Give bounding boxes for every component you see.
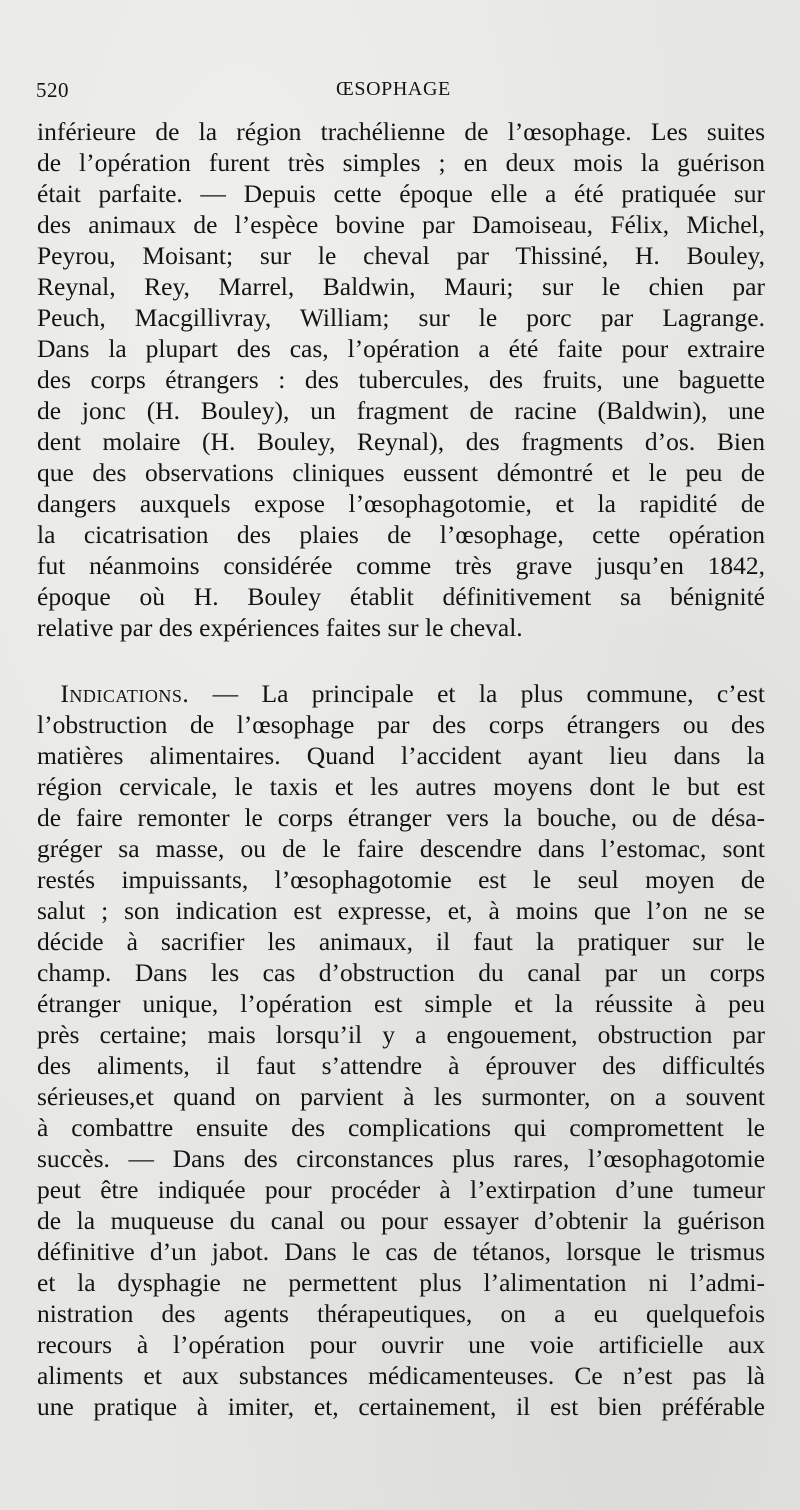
text-line: dangers auxquels expose l’œsophagotomie, et la rapidité de <box>37 489 765 518</box>
heading-continuation: — La principale et la plus commune, c’est <box>189 679 765 708</box>
text-line: des corps étrangers : des tubercules, des fruits, une baguette <box>37 365 765 394</box>
text-line: Reynal, Rey, Marrel, Baldwin, Mauri; sur le chien par <box>37 272 765 301</box>
text-line: et la dysphagie ne permettent plus l’alimentation ni l’admi- <box>37 1268 765 1297</box>
text-line: nistration des agents thérapeutiques, on a eu quelquefois <box>37 1299 765 1328</box>
text-line: des aliments, il faut s’attendre à éprouver des difficultés <box>37 1051 765 1080</box>
text-line: inférieure de la région trachélienne de l’œsophage. Les suites <box>37 117 765 146</box>
text-line: Dans la plupart des cas, l’opération a été faite pour extraire <box>37 334 765 363</box>
text-line: relative par des expériences faites sur le cheval. <box>37 613 523 642</box>
paragraph-gap <box>37 643 765 678</box>
text-line: matières alimentaires. Quand l’accident ayant lieu dans la <box>37 741 765 770</box>
text-line: sérieuses,et quand on parvient à les surmonter, on a souvent <box>37 1082 765 1111</box>
paragraph-indications <box>37 678 765 1422</box>
body-text <box>37 116 765 1422</box>
text-line: époque où H. Bouley établit définitivement sa bénignité <box>37 582 765 611</box>
text-line: peut être indiquée pour procéder à l’extirpation d’une tumeur <box>37 1175 765 1204</box>
text-line: l’obstruction de l’œsophage par des corps étrangers ou des <box>37 710 765 739</box>
text-line: des animaux de l’espèce bovine par Damoiseau, Félix, Michel, <box>37 210 765 239</box>
text-line: décide à sacrifier les animaux, il faut la pratiquer sur le <box>37 927 765 956</box>
text-line: près certaine; mais lorsqu’il y a engouement, obstruction par <box>37 1020 765 1049</box>
section-heading: Indications. <box>60 679 190 708</box>
text-line: dent molaire (H. Bouley, Reynal), des fragments d’os. Bien <box>37 427 765 456</box>
text-line: définitive d’un jabot. Dans le cas de tétanos, lorsque le trismus <box>37 1237 765 1266</box>
text-line: de faire remonter le corps étranger vers la bouche, ou de désa- <box>37 803 765 832</box>
text-line: aliments et aux substances médicamenteuses. Ce n’est pas là <box>37 1361 765 1390</box>
text-line: gréger sa masse, ou de le faire descendre dans l’estomac, sont <box>37 834 765 863</box>
paragraph-history <box>37 116 765 643</box>
running-header <box>36 74 768 104</box>
text-line: restés impuissants, l’œsophagotomie est le seul moyen de <box>37 865 765 894</box>
page-number: 520 <box>36 78 69 102</box>
text-line: était parfaite. — Depuis cette époque elle a été pratiquée sur <box>37 179 765 208</box>
text-line: salut ; son indication est expresse, et, à moins que l’on ne se <box>37 896 765 925</box>
text-line: la cicatrisation des plaies de l’œsophage, cette opération <box>37 520 765 549</box>
text-line: de l’opération furent très simples ; en deux mois la guérison <box>37 148 765 177</box>
text-line: succès. — Dans des circonstances plus rares, l’œsophagotomie <box>37 1144 765 1173</box>
text-line: fut néanmoins considérée comme très grave jusqu’en 1842, <box>37 551 765 580</box>
text-line: une pratique à imiter, et, certainement, il est bien préférable <box>37 1392 765 1421</box>
text-line: de jonc (H. Bouley), un fragment de racine (Baldwin), une <box>37 396 765 425</box>
text-line-first <box>37 678 765 709</box>
text-line: champ. Dans les cas d’obstruction du canal par un corps <box>37 958 765 987</box>
text-line: que des observations cliniques eussent démontré et le peu de <box>37 458 765 487</box>
running-title: ŒSOPHAGE <box>336 78 451 100</box>
text-line: Peuch, Macgillivray, William; sur le porc par Lagrange. <box>37 303 765 332</box>
text-line: Peyrou, Moisant; sur le cheval par Thissiné, H. Bouley, <box>37 241 765 270</box>
text-line: région cervicale, le taxis et les autres moyens dont le but est <box>37 772 765 801</box>
text-line: à combattre ensuite des complications qui compromettent le <box>37 1113 765 1142</box>
text-line: de la muqueuse du canal ou pour essayer d’obtenir la guérison <box>37 1206 765 1235</box>
text-line: recours à l’opération pour ouvrir une voie artificielle aux <box>37 1330 765 1359</box>
text-line: étranger unique, l’opération est simple et la réussite à peu <box>37 989 765 1018</box>
